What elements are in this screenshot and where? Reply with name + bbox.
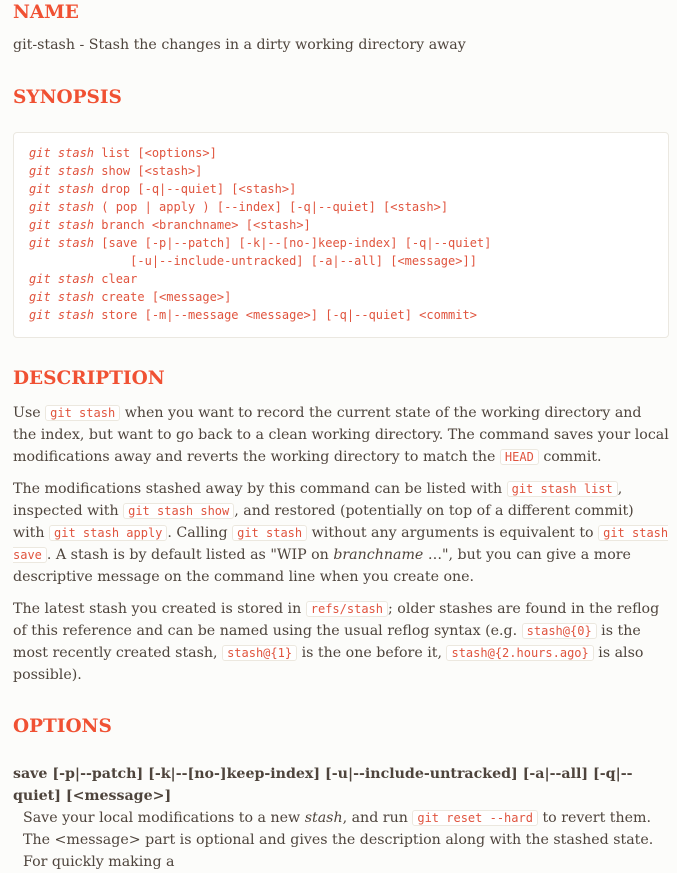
synopsis-args: create [<message>] xyxy=(94,290,232,304)
emphasis: branchname xyxy=(333,547,424,563)
synopsis-command: git stash xyxy=(29,146,95,160)
synopsis-line xyxy=(29,270,653,288)
text: Use xyxy=(13,405,46,421)
inline-code: git reset --hard xyxy=(412,810,538,826)
text: , inspected with xyxy=(13,481,623,519)
inline-code: stash@{0} xyxy=(522,623,597,639)
synopsis-line xyxy=(29,252,653,270)
synopsis-command: git stash xyxy=(29,272,95,286)
synopsis-line xyxy=(29,216,653,234)
synopsis-args: ( pop | apply ) [--index] [-q|--quiet] [<stash>] xyxy=(94,200,449,214)
synopsis-line xyxy=(29,306,653,324)
synopsis-args: branch <branchname> [<stash>] xyxy=(94,218,311,232)
text: …", but you can give a more descriptive message on the command line when you create one. xyxy=(13,547,631,585)
options-heading: OPTIONS xyxy=(13,716,112,737)
inline-code: git stash xyxy=(45,405,120,421)
synopsis-args: [save [-p|--patch] [-k|--[no-]keep-index] [-q|--quiet] xyxy=(94,236,492,250)
text: without any arguments is equivalent to xyxy=(307,525,599,541)
inline-code: stash@{2.hours.ago} xyxy=(446,645,593,661)
synopsis-command: git stash xyxy=(29,236,95,250)
emphasis: stash xyxy=(304,810,343,826)
description-paragraph-2 xyxy=(13,478,669,588)
inline-code: git stash show xyxy=(123,503,234,519)
inline-code: git stash list xyxy=(507,481,618,497)
inline-code: refs/stash xyxy=(306,601,388,617)
option-term-save: save [-p|--patch] [-k|--[no-]keep-index] [-u|--include-untracked] [-a|--all] [-q|--quiet] [<message>] xyxy=(13,766,633,804)
synopsis-line xyxy=(29,198,653,216)
inline-code: git stash xyxy=(232,525,307,541)
description-paragraph-3 xyxy=(13,598,669,686)
text: The modifications stashed away by this command can be listed with xyxy=(13,481,507,497)
synopsis-line xyxy=(29,162,653,180)
option-description-save xyxy=(13,807,669,873)
inline-code: HEAD xyxy=(500,449,539,465)
synopsis-command: git stash xyxy=(29,182,95,196)
synopsis-args: clear xyxy=(94,272,138,286)
description-heading: DESCRIPTION xyxy=(13,368,165,389)
synopsis-args: drop [-q|--quiet] [<stash>] xyxy=(94,182,297,196)
text: , and restored (potentially on top of a different commit) with xyxy=(13,503,634,541)
name-text: git-stash - Stash the changes in a dirty working directory away xyxy=(13,37,466,53)
text: is the most recently created stash, xyxy=(13,623,641,661)
text: . Calling xyxy=(167,525,233,541)
text: is the one before it, xyxy=(297,645,447,661)
text: ; older stashes are found in the reflog of this reference and can be named using the usual reflog syntax (e.g. xyxy=(13,601,660,639)
synopsis-args: store [-m|--message <message>] [-q|--quiet] <commit> xyxy=(94,308,477,322)
text: commit. xyxy=(538,449,602,465)
description-paragraph-1 xyxy=(13,402,669,468)
content xyxy=(13,0,669,873)
synopsis-args: list [<options>] xyxy=(94,146,217,160)
name-heading: NAME xyxy=(13,2,79,23)
text: is also possible). xyxy=(13,645,644,683)
synopsis-line xyxy=(29,180,653,198)
synopsis-command: git stash xyxy=(29,164,95,178)
text: , and run xyxy=(342,810,413,826)
synopsis-line xyxy=(29,234,653,252)
synopsis-command: git stash xyxy=(29,308,95,322)
synopsis-line xyxy=(29,144,653,162)
text: to revert them. The <message> part is optional and gives the description along with the stashed state. For quickly making a xyxy=(23,810,654,870)
synopsis-command: git stash xyxy=(29,218,95,232)
text: Save your local modifications to a new xyxy=(23,810,305,826)
text: when you want to record the current state of the working directory and the index, but want to go back to a clean working directory. The command saves your local modifications away and reverts the working directory to match the xyxy=(13,405,669,465)
synopsis-heading: SYNOPSIS xyxy=(13,87,122,108)
synopsis-command: git stash xyxy=(29,200,95,214)
synopsis-line xyxy=(29,288,653,306)
synopsis-code-block xyxy=(13,132,669,338)
text: . A stash is by default listed as "WIP on xyxy=(46,547,334,563)
text: The latest stash you created is stored in xyxy=(13,601,306,617)
synopsis-args: show [<stash>] xyxy=(94,164,203,178)
inline-code: stash@{1} xyxy=(222,645,297,661)
synopsis-args: [-u|--include-untracked] [-a|--all] [<message>]] xyxy=(29,254,477,268)
inline-code: git stash save xyxy=(13,526,669,562)
synopsis-command: git stash xyxy=(29,290,95,304)
inline-code: git stash apply xyxy=(49,525,167,541)
